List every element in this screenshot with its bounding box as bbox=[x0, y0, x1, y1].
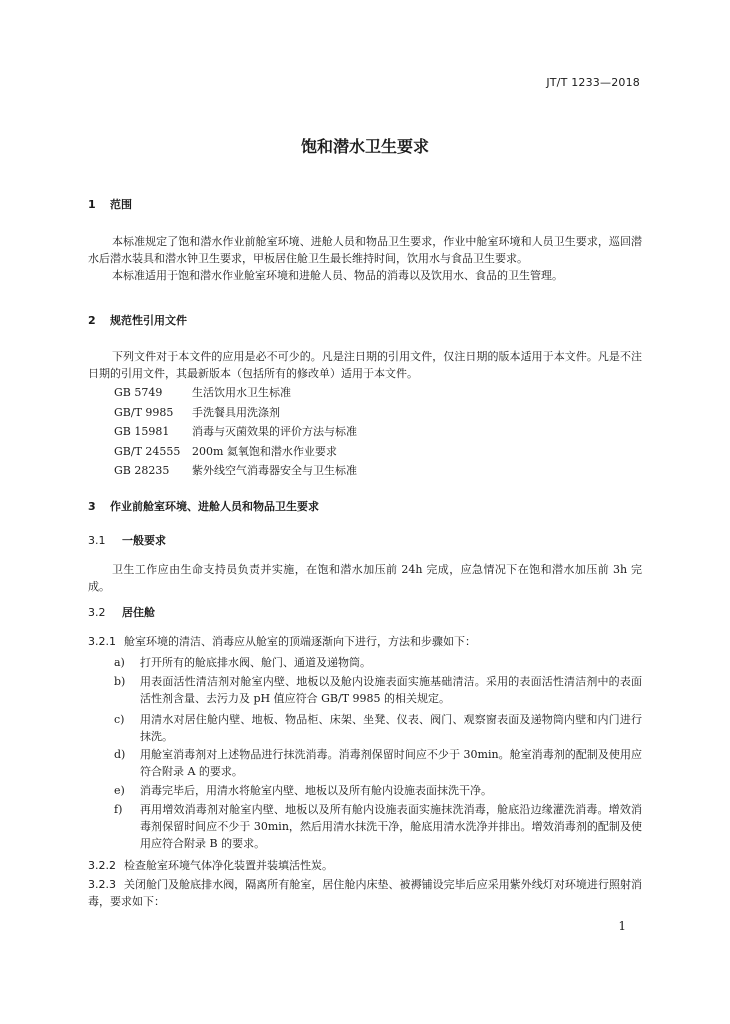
section-title: 规范性引用文件 bbox=[110, 314, 187, 327]
reference-code: GB 15981 bbox=[114, 425, 170, 438]
reference-item bbox=[114, 383, 357, 403]
reference-list bbox=[114, 383, 357, 481]
subsection-3-1-heading bbox=[88, 532, 166, 548]
clause-number: 3.2.3 bbox=[88, 878, 116, 891]
reference-code: GB/T 9985 bbox=[114, 405, 174, 419]
item-label: a) bbox=[114, 656, 125, 669]
page-number: 1 bbox=[618, 919, 626, 933]
item-label: f) bbox=[114, 803, 123, 816]
reference-item bbox=[114, 461, 357, 481]
paragraph: 本标准适用于饱和潜水作业舱室环境和进舱人员、物品的消毒以及饮用水、食品的卫生管理。 bbox=[112, 269, 563, 282]
section-title: 作业前舱室环境、进舱人员和物品卫生要求 bbox=[110, 500, 319, 513]
standard-number: JT/T 1233—2018 bbox=[546, 76, 640, 89]
item-text: 用舱室消毒剂对上述物品进行抹洗消毒。消毒剂保留时间应不少于 30min。舱室消毒剂的配制及使用应符合附录 A 的要求。 bbox=[140, 748, 642, 778]
clause-3-2-1 bbox=[88, 633, 642, 650]
section-1-heading bbox=[88, 196, 132, 212]
section-number: 1 bbox=[88, 198, 96, 211]
paragraph: 下列文件对于本文件的应用是必不可少的。凡是注日期的引用文件，仅注日期的版本适用于本文件。凡是不注日期的引用文件，其最新版本（包括所有的修改单）适用于本文件。 bbox=[88, 350, 642, 380]
item-label: d) bbox=[114, 748, 126, 761]
item-label: c) bbox=[114, 713, 125, 726]
item-label: e) bbox=[114, 784, 125, 797]
item-text: 用表面活性清洁剂对舱室内壁、地板以及舱内设施表面实施基础清洁。采用的表面活性清洁剂中的表面活性剂含量、去污力及 pH 值应符合 GB/T 9985 的相关规定。 bbox=[140, 675, 642, 705]
reference-item bbox=[114, 403, 357, 423]
item-label: b) bbox=[114, 675, 126, 688]
reference-title: 生活饮用水卫生标准 bbox=[192, 386, 291, 399]
subsection-title: 一般要求 bbox=[122, 534, 166, 547]
paragraph: 本标准规定了饱和潜水作业前舱室环境、进舱人员和物品卫生要求，作业中舱室环境和人员卫生要求，巡回潜水后潜水装具和潜水钟卫生要求，甲板居住舱卫生最长维持时间，饮用水与食品卫生要求。 bbox=[88, 235, 642, 265]
list-item bbox=[114, 673, 642, 707]
list-item bbox=[114, 654, 642, 671]
item-text: 打开所有的舱底排水阀、舱门、通道及递物筒。 bbox=[140, 656, 371, 669]
clause-text: 舱室环境的清洁、消毒应从舱室的顶端逐渐向下进行，方法和步骤如下： bbox=[124, 635, 476, 648]
reference-item bbox=[114, 442, 357, 462]
clause-3-2-2 bbox=[88, 857, 642, 874]
reference-title: 消毒与灭菌效果的评价方法与标准 bbox=[192, 425, 357, 438]
item-text: 用清水对居住舱内壁、地板、物品柜、床架、坐凳、仪表、阀门、观察窗表面及递物筒内壁和内门进行抹洗。 bbox=[140, 713, 642, 743]
reference-item bbox=[114, 422, 357, 442]
clause-text: 检查舱室环境气体净化装置并装填活性炭。 bbox=[124, 859, 333, 872]
subsection-number: 3.1 bbox=[88, 534, 106, 547]
item-text: 再用增效消毒剂对舱室内壁、地板以及所有舱内设施表面实施抹洗消毒，舱底沿边缘灌洗消毒。增效消毒剂保留时间应不少于 30min，然后用清水抹洗干净，舱底用清水洗净并排出。增效消毒剂的配制及使用应符合附录 B 的要求。 bbox=[140, 803, 642, 850]
section-number: 3 bbox=[88, 500, 96, 513]
list-item bbox=[114, 801, 642, 852]
clause-3-2-3 bbox=[88, 876, 642, 910]
list-item bbox=[114, 711, 642, 745]
item-text: 消毒完毕后，用清水将舱室内壁、地板以及所有舱内设施表面抹洗干净。 bbox=[140, 784, 492, 797]
list-item bbox=[114, 782, 642, 799]
list-item bbox=[114, 746, 642, 780]
reference-title: 紫外线空气消毒器安全与卫生标准 bbox=[192, 464, 357, 477]
section-3-heading bbox=[88, 498, 319, 514]
section-2-heading bbox=[88, 312, 187, 328]
clause-number: 3.2.2 bbox=[88, 859, 116, 872]
reference-code: GB 28235 bbox=[114, 464, 170, 477]
section-title: 范围 bbox=[110, 198, 132, 211]
paragraph: 卫生工作应由生命支持员负责并实施，在饱和潜水加压前 24h 完成，应急情况下在饱和潜水加压前 3h 完成。 bbox=[88, 563, 642, 593]
reference-code: GB 5749 bbox=[114, 386, 163, 399]
section-number: 2 bbox=[88, 314, 96, 327]
reference-title: 手洗餐具用洗涤剂 bbox=[192, 405, 280, 419]
subsection-number: 3.2 bbox=[88, 606, 106, 619]
page-title: 饱和潜水卫生要求 bbox=[300, 137, 429, 156]
clause-text: 关闭舱门及舱底排水阀，隔离所有舱室，居住舱内床垫、被褥铺设完毕后应采用紫外线灯对环境进行照射消毒，要求如下： bbox=[88, 878, 642, 908]
subsection-title: 居住舱 bbox=[122, 606, 155, 619]
clause-number: 3.2.1 bbox=[88, 635, 116, 648]
reference-title: 200m 氦氧饱和潜水作业要求 bbox=[192, 444, 337, 458]
reference-code: GB/T 24555 bbox=[114, 444, 181, 458]
subsection-3-2-heading bbox=[88, 604, 155, 620]
